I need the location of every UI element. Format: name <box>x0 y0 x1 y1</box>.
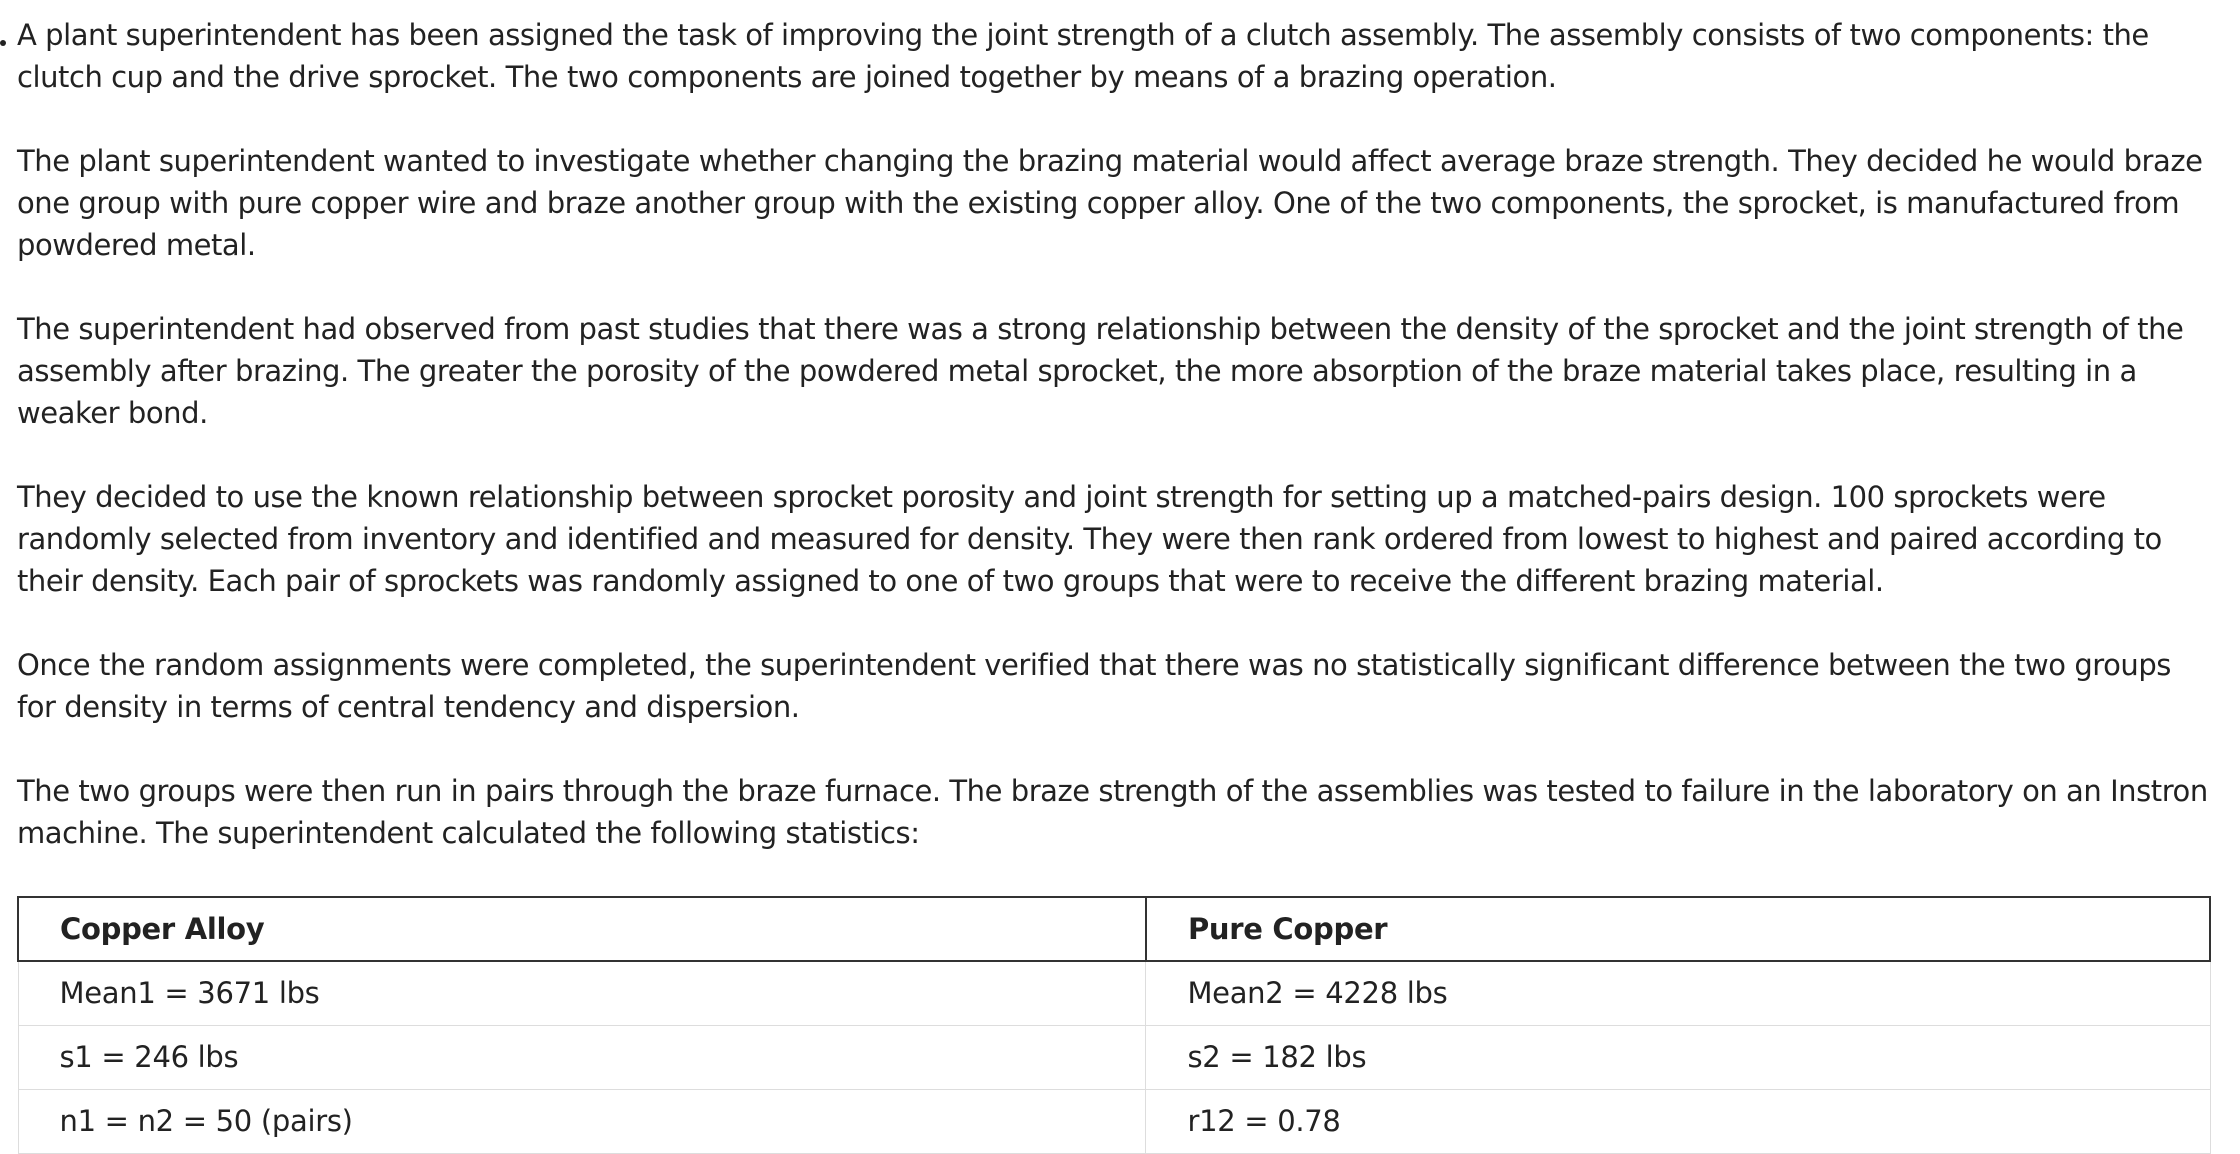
cell-n-pairs: n1 = n2 = 50 (pairs) <box>18 1089 1146 1153</box>
paragraph-intro: A plant superintendent has been assigned the task of improving the joint strength of a clutch assembly. The assembly consists of two components: the clutch cup and the drive sprocket. The two components are joined together by means of a brazing operation. <box>17 18 2149 94</box>
header-pure-copper: Pure Copper <box>1146 897 2210 961</box>
paragraph-statistics-intro: The two groups were then run in pairs through the braze furnace. The braze strength of the assemblies was tested to failure in the laboratory on an Instron machine. The superintendent calculated the following statistics: <box>17 774 2208 850</box>
table-row <box>18 1025 2210 1089</box>
paragraph-observation: The superintendent had observed from past studies that there was a strong relationship between the density of the sprocket and the joint strength of the assembly after brazing. The greater the porosity of the powdered metal sprocket, the more absorption of the braze material takes place, resulting in a weaker bond. <box>17 312 2184 430</box>
cell-mean1: Mean1 = 3671 lbs <box>18 961 1146 1025</box>
table-row <box>18 961 2210 1025</box>
paragraph-investigation: The plant superintendent wanted to investigate whether changing the brazing material would affect average braze strength. They decided he would braze one group with pure copper wire and braze another group with the existing copper alloy. One of the two components, the sprocket, is manufactured from powdered metal. <box>17 144 2203 262</box>
question-content <box>17 14 2217 1154</box>
bullet-dot <box>0 40 6 46</box>
cell-s2: s2 = 182 lbs <box>1146 1025 2210 1089</box>
paragraph-design: They decided to use the known relationship between sprocket porosity and joint strength for setting up a matched-pairs design. 100 sprockets were randomly selected from inventory and identified and measured for density. They were then rank ordered from lowest to highest and paired according to their density. Each pair of sprockets was randomly assigned to one of two groups that were to receive the different brazing material. <box>17 480 2162 598</box>
cell-r12: r12 = 0.78 <box>1146 1089 2210 1153</box>
cell-mean2: Mean2 = 4228 lbs <box>1146 961 2210 1025</box>
statistics-table <box>17 896 2211 1154</box>
header-copper-alloy: Copper Alloy <box>18 897 1146 961</box>
cell-s1: s1 = 246 lbs <box>18 1025 1146 1089</box>
table-header-row <box>18 897 2210 961</box>
table-row <box>18 1089 2210 1153</box>
paragraph-verification: Once the random assignments were completed, the superintendent verified that there was no statistically significant difference between the two groups for density in terms of central tendency and dispersion. <box>17 648 2171 724</box>
